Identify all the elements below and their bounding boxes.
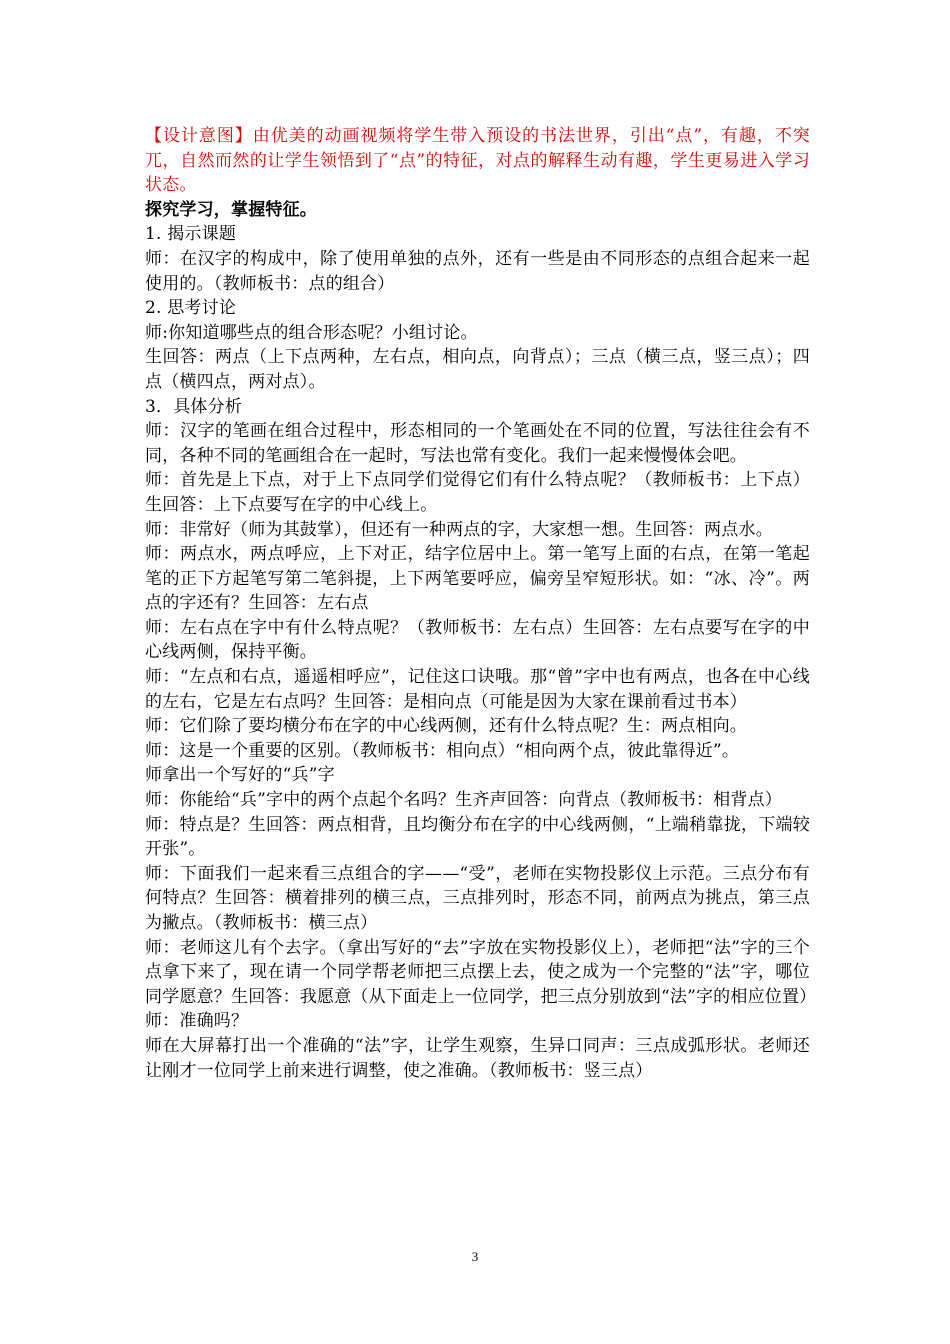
paragraph: 生回答：两点（上下点两种，左右点，相向点，向背点）；三点（横三点，竖三点）；四点（横四点，两对点）。 (145, 347, 810, 392)
paragraph: 师：这是一个重要的区别。（教师板书：相向点）“相向两个点，彼此靠得近”。 (145, 740, 740, 761)
paragraph: 师拿出一个写好的“兵”字 (145, 765, 335, 786)
design-intent-paragraph: 【设计意图】由优美的动画视频将学生带入预设的书法世界，引出“点”，有趣，不突兀，自然而然的让学生领悟到了“点”的特征，对点的解释生动有趣，学生更易进入学习状态。 (145, 126, 810, 196)
numbered-item: 2. 思考讨论 (145, 298, 237, 319)
paragraph: 师：在汉字的构成中，除了使用单独的点外，还有一些是由不同形态的点组合起来一起使用的。（教师板书：点的组合） (145, 248, 810, 294)
paragraph: 师：“左点和右点，遥遥相呼应”，记住这口诀哦。那“曾”字中也有两点，也各在中心线的左右，它是左右点吗？生回答：是相向点（可能是因为大家在课前看过书本） (145, 667, 810, 712)
paragraph: 师：下面我们一起来看三点组合的字——“受”，老师在实物投影仪上示范。三点分布有何特点？生回答：横着排列的横三点，三点排列时，形态不同，前两点为挑点，第三点为撇点。（教师板书：横三点） (145, 863, 810, 933)
paragraph: 师：左右点在字中有什么特点呢？（教师板书：左右点）生回答：左右点要写在字的中心线两侧，保持平衡。 (145, 617, 810, 663)
numbered-item: 3．具体分析 (145, 396, 243, 417)
paragraph: 师在大屏幕打出一个准确的“法”字，让学生观察，生异口同声：三点成弧形状。老师还让刚才一位同学上前来进行调整，使之准确。（教师板书：竖三点） (145, 1035, 810, 1081)
paragraph: 师：特点是？生回答：两点相背，且均衡分布在字的中心线两侧，“上端稍靠拢，下端较开张”。 (145, 814, 810, 860)
paragraph: 师：非常好（师为其鼓掌），但还有一种两点的字，大家想一想。生回答：两点水。 (145, 519, 773, 540)
paragraph: 师：你能给“兵”字中的两个点起个名吗？生齐声回答：向背点（教师板书：相背点） (145, 790, 782, 811)
section-heading: 探究学习，掌握特征。 (145, 199, 317, 220)
paragraph: 师：首先是上下点，对于上下点同学们觉得它们有什么特点呢？（教师板书：上下点）生回答：上下点要写在字的中心线上。 (145, 470, 810, 515)
paragraph: 师:你知道哪些点的组合形态呢？小组讨论。 (145, 322, 478, 343)
paragraph: 师：准确吗？ (145, 1011, 249, 1032)
page-number: 3 (471, 1249, 479, 1264)
paragraph: 师：汉字的笔画在组合过程中，形态相同的一个笔画处在不同的位置，写法往往会有不同，各种不同的笔画组合在一起时，写法也常有变化。我们一起来慢慢体会吧。 (145, 421, 810, 466)
paragraph: 师：两点水，两点呼应，上下对正，结字位居中上。第一笔写上面的右点，在第一笔起笔的正下方起笔写第二笔斜提，上下两笔要呼应，偏旁呈窄短形状。如：“冰、冷”。两点的字还有？生回答：左右点 (145, 544, 810, 614)
document-body (145, 124, 817, 1083)
paragraph: 师：它们除了要均横分布在字的中心线两侧，还有什么特点呢？生：两点相向。 (145, 716, 747, 737)
paragraph: 师：老师这儿有个去字。（拿出写好的“去”字放在实物投影仪上），老师把“法”字的三个点拿下来了，现在请一个同学帮老师把三点摆上去，使之成为一个完整的“法”字，哪位同学愿意？生回答：我愿意（从下面走上一位同学，把三点分别放到“法”字的相应位置） (145, 937, 817, 1007)
numbered-item: 1. 揭示课题 (145, 224, 237, 245)
